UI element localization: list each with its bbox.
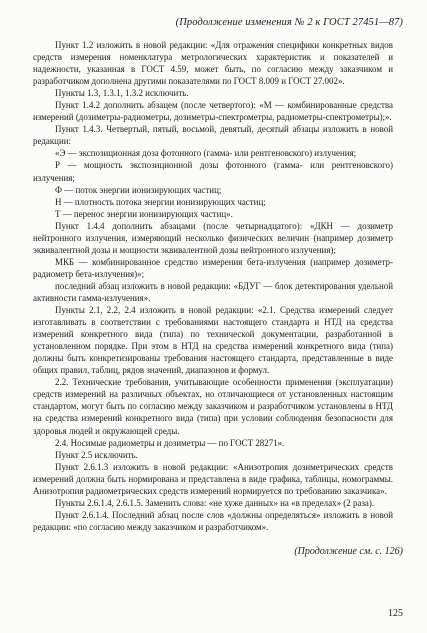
paragraph: 2.4. Носимые радиометры и дозиметры — по ГОСТ 28271». (55, 437, 285, 448)
paragraph: Пункт 1.2 изложить в новой редакции: «Для отражения специфики конкретных видов средств измерения номенклатура метрологических характеристик и показателей и надежности, указанная в ГОСТ 4.59, может быть, по согласию между заказчиком и разработчиком дополнена другими показателями по ГОСТ 8.009 и ГОСТ 27.002». (33, 40, 393, 87)
paragraph: Н — плотность потока энергии ионизирующих частиц; (55, 196, 266, 207)
continuation-note: (Продолжение см. с. 126) (294, 546, 403, 557)
paragraph: Пункт 2.5 исключить. (55, 449, 138, 460)
paragraph: Пункты 2.6.1.4, 2.6.1.5. Заменить слова: «не хуже данных» на «в пределах» (2 раза). (55, 497, 375, 508)
paragraph: последний абзац изложить в новой редакции: «БДУГ — блок детектирования удельной активности гамма-излучения». (33, 280, 393, 303)
page-header: (Продолжение изменения № 2 к ГОСТ 27451—87) (175, 17, 403, 28)
paragraph: МКБ — комбинированное средство измерения бета-излучения (например дозиметр-радиометр бета-излучения)»; (33, 256, 393, 279)
paragraph: Пункт 1.4.4 дополнить абзацами (после четырнадцатого): «ДКН — дозиметр нейтронного излучения, измеряющий несколько физических величин (например дозиметр эквивалентной дозы и мощности эквивалентной дозы нейтронного излучения); (33, 220, 393, 255)
paragraph: Пункт 2.6.1.3 изложить в новой редакции: «Анизотропия дозиметрических средств измерений должна быть нормирована и представлена в виде графика, таблицы, номограммы. Анизотропия радиометрических средств измерений нормируется по требованию заказчика». (33, 461, 393, 496)
paragraph: Пункт 1.4.2 дополнить абзацем (после четвертого): «М — комбинированные средства измерений (дозиметры-радиометры, дозиметры-спектрометры, радиометры-спектрометры);». (33, 100, 393, 123)
paragraph: «Э — экспозиционная доза фотонного (гамма- или рентгеновского) излучения; (55, 148, 357, 159)
body-text (33, 39, 393, 533)
paragraph: Т — перенос энергии ионизирующих частиц». (55, 208, 233, 219)
paragraph: Пункты 1.3, 1.3.1, 1.3.2 исключить. (55, 88, 189, 99)
paragraph: Р — мощность экспозиционной дозы фотонного (гамма- или рентгеновского) излучения; (33, 160, 393, 183)
paragraph: Ф — поток энергии ионизирующих частиц; (55, 184, 222, 195)
page-number: 125 (388, 608, 403, 619)
paragraph: Пункт 2.6.1.4. Последний абзац после слов «должны определяться» изложить в новой редакции: «по согласию между заказчиком и разработчиком». (33, 509, 393, 532)
paragraph: 2.2. Технические требования, учитывающие особенности применения (эксплуатации) средств измерений на различных объектах, но отличающиеся от установленных настоящим стандартом, могут быть по согласию между заказчиком и разработчиком установлены в НТД на средства измерений конкретного вида (типа) при условии соблюдения безопасности для здоровья людей и окружающей среды. (33, 377, 393, 436)
paragraph: Пункты 2.1, 2.2, 2.4 изложить в новой редакции: «2.1. Средства измерений следует изготавливать в соответствии с требованиями настоящего стандарта и НТД на средства измерений конкретного вида (типа) по технической документации, разработанной в установленном порядке. При этом в НТД на средства измерений конкретного вида (типа) должны быть конкретизированы требования настоящего стандарта, представленные в виде общих правил, таблиц, рядов значений, диапазонов и формул. (33, 305, 393, 376)
paragraph: Пункт 1.4.3. Четвертый, пятый, восьмой, девятый, десятый абзацы изложить в новой редакции: (33, 124, 393, 147)
